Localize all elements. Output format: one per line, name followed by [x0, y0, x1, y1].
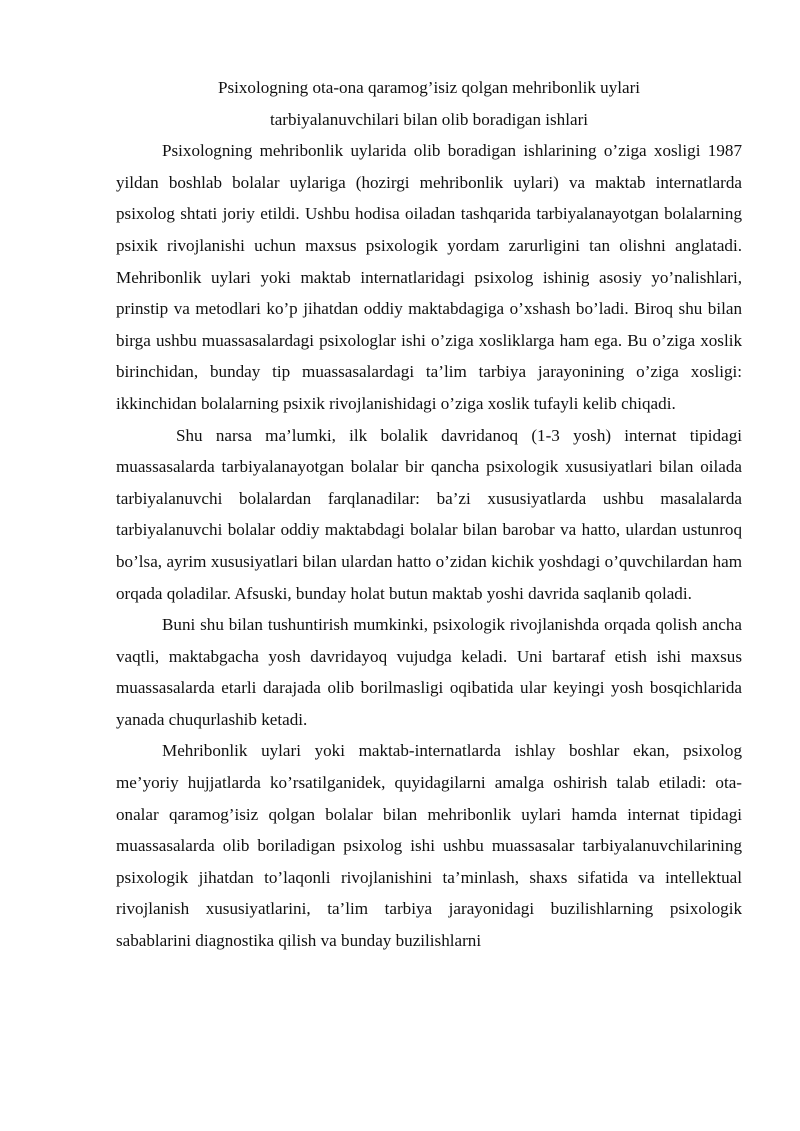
paragraph-4: Mehribonlik uylari yoki maktab-internatlarda ishlay boshlar ekan, psixolog me’yoriy hujjatlarda ko’rsatilganidek, quyidagilarni amalga oshirish talab etiladi: ota-onalar qaramog’isiz qolgan bolalar bilan mehribonlik uylari hamda internat tipidagi muassasalarda olib boriladigan psixolog ishi ushbu muassasalar tarbiyalanuvchilarining psixologik jihatdan to’laqonli rivojlanishini ta’minlash, shaxs sifatida va intellektual rivojlanish xususiyatlarini, ta’lim tarbiya jarayonidagi buzilishlarning psixologik sabablarini diagnostika qilish va bunday buzilishlarni [116, 741, 742, 951]
paragraph-3: Buni shu bilan tushuntirish mumkinki, psixologik rivojlanishda orqada qolish ancha vaqtli, maktabgacha yosh davridayoq vujudga keladi. Uni bartaraf etish ishi maxsus muassasalarda etarli darajada olib borilmasligi oqibatida ular keyingi yosh bosqichlarida yanada chuqurlashib ketadi. [116, 615, 742, 729]
title-line-2: tarbiyalanuvchilari bilan olib boradigan ishlari [269, 109, 589, 129]
title-line-1: Psixologning ota-ona qaramog’isiz qolgan mehribonlik uylari [217, 78, 641, 97]
document-page [116, 72, 742, 957]
paragraph-2: Shu narsa ma’lumki, ilk bolalik davridanoq (1-3 yosh) internat tipidagi muassasalarda tarbiyalanayotgan bolalar bir qancha psixologik xususiyatlari bilan oilada tarbiyalanuvchi bolalardan farqlanadilar: ba’zi xususiyatlarda ushbu masalalarda tarbiyalanuvchi bolalar oddiy maktabdagi bolalar bilan barobar va hatto, ulardan ustunroq bo’lsa, ayrim xususiyatlari bilan ulardan hatto o’zidan kichik yoshdagi o’quvchilardan ham orqada qoladilar. Afsuski, bunday holat butun maktab yoshi davrida saqlanib qoladi. [116, 425, 742, 603]
page-title [116, 72, 742, 135]
paragraph-1: Psixologning mehribonlik uylarida olib boradigan ishlarining o’ziga xosligi 1987 yildan boshlab bolalar uylariga (hozirgi mehribonlik uylari) va maktab internatlarda psixolog shtati joriy etildi. Ushbu hodisa oiladan tashqarida tarbiyalanayotgan bolalarning psixik rivojlanishi uchun maxsus psixologik yordam zarurligini tan olishni anglatadi. Mehribonlik uylari yoki maktab internatlaridagi psixolog ishinig asosiy yo’nalishlari, prinstip va metodlari ko’p jihatdan oddiy maktabdagiga o’xshash bo’ladi. Biroq shu bilan birga ushbu muassasalardagi psixologlar ishi o’ziga xosliklarga ham ega. Bu o’ziga xoslik birinchidan, bunday tip muassasalardagi ta’lim tarbiya jarayonining o’ziga xosligi: ikkinchidan bolalarning psixik rivojlanishidagi o’ziga xoslik tufayli kelib chiqadi. [116, 141, 742, 413]
